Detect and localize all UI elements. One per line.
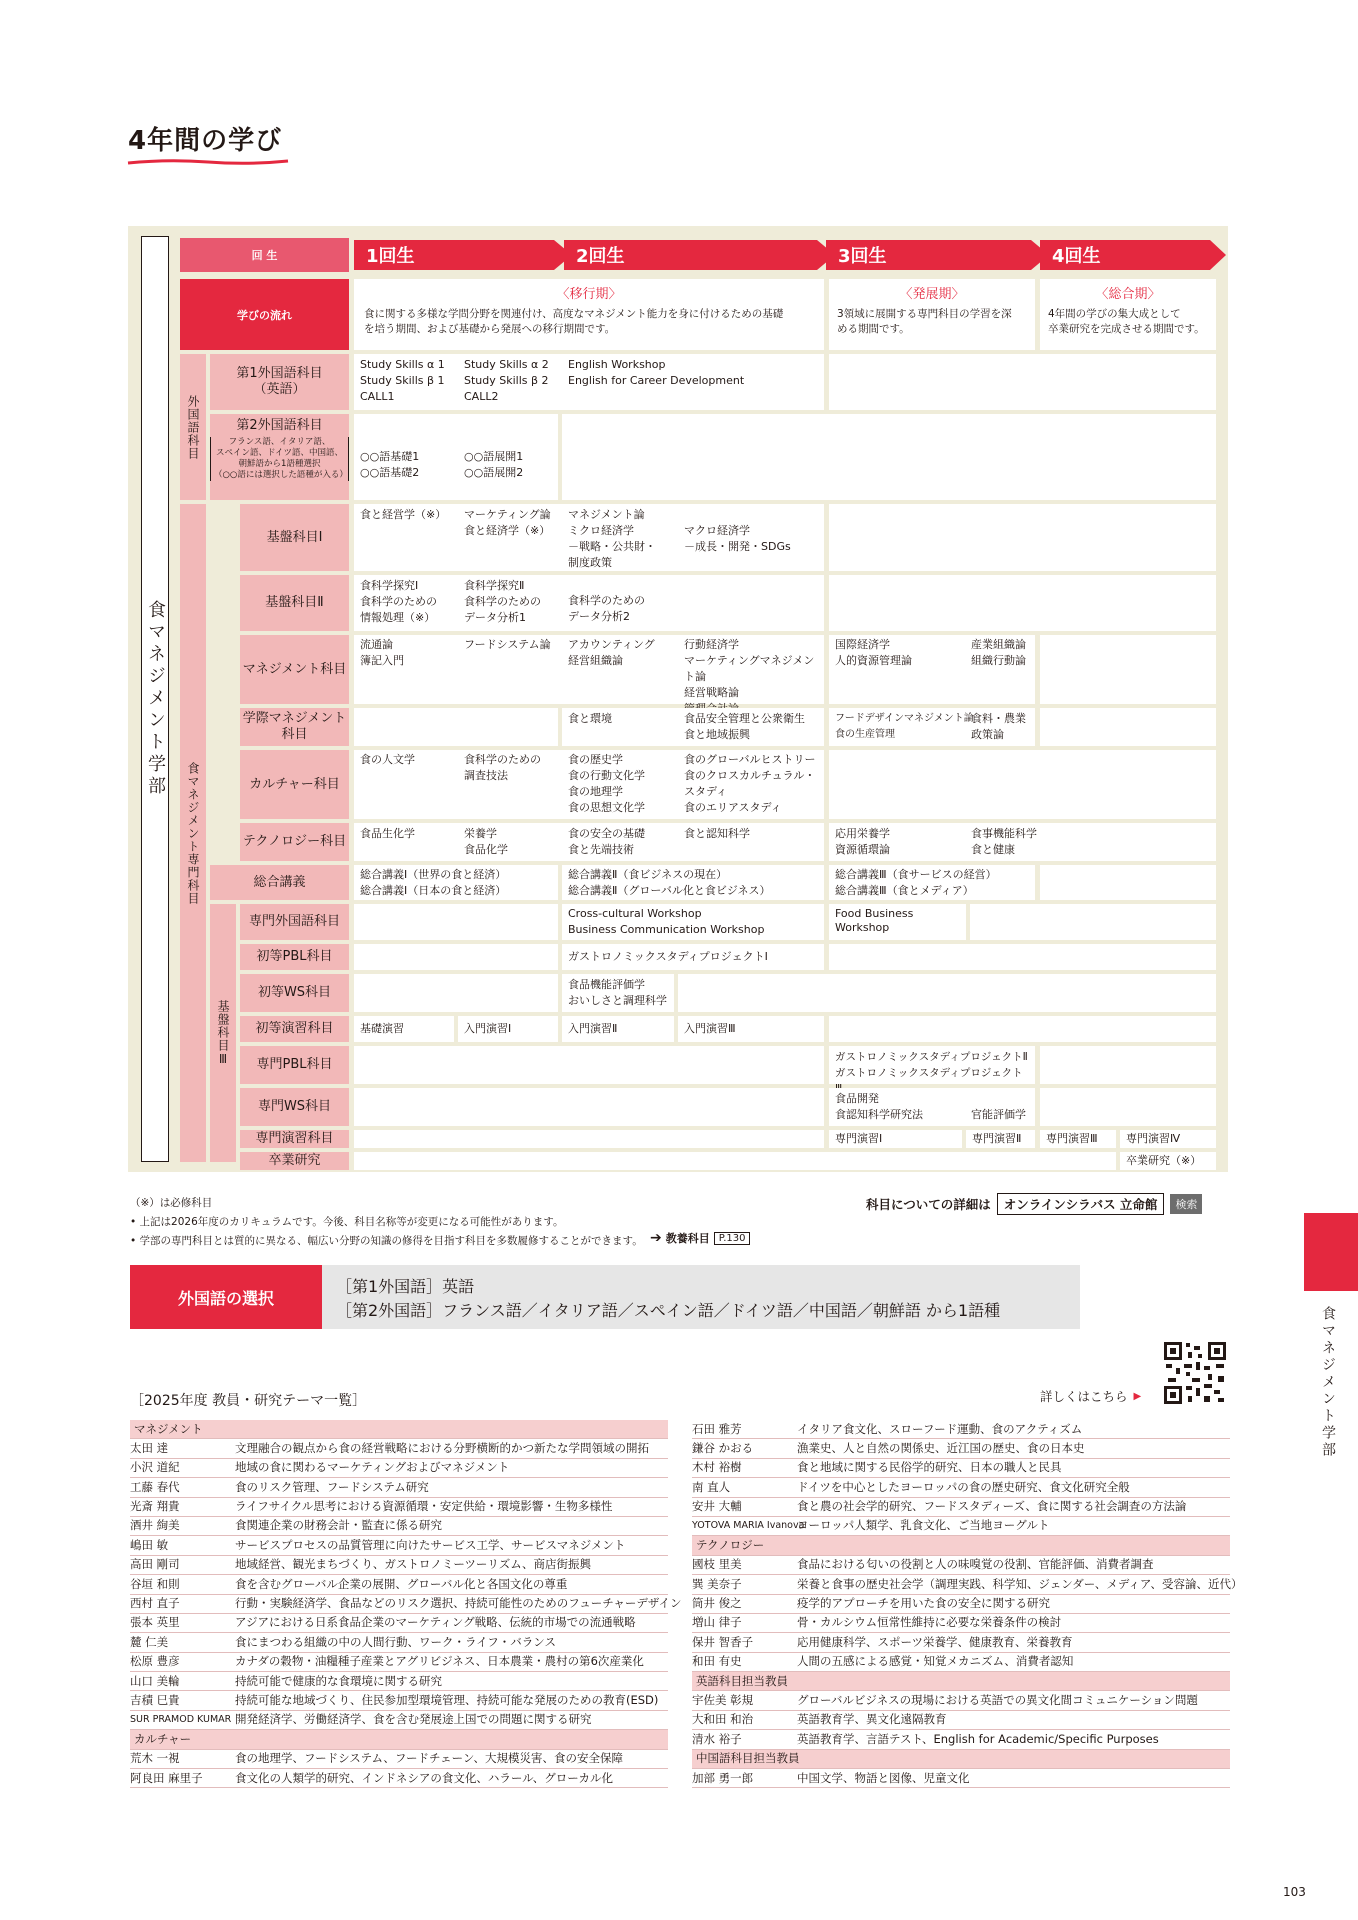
faculty-row [130, 1653, 668, 1672]
faculty-row [692, 1498, 1230, 1517]
faculty-name: 國枝 里美 [692, 1557, 742, 1572]
faculty-name: 加部 勇一郎 [692, 1770, 754, 1785]
faculty-row [130, 1614, 668, 1633]
research-theme: 漁業史、人と自然の関係史、近江国の歴史、食の日本史 [797, 1440, 1085, 1455]
year-1: 1回生 [354, 240, 554, 270]
row-specforeign-y2: Cross-cultural Workshop Business Communication Workshop [562, 904, 824, 940]
row-foreign2-y1: ○○語基礎1 ○○語基礎2 ○○語展開1 ○○語展開2 [354, 414, 558, 500]
research-theme: 人間の五感による感覚・知覚メカニズム、消費者認知 [797, 1654, 1074, 1669]
row-basic2-y34 [829, 575, 1216, 631]
row-intl-y4 [1040, 708, 1216, 746]
faculty-section-header: マネジメント [130, 1420, 668, 1439]
faculty-row [130, 1536, 668, 1555]
research-theme: カナダの穀物・油糧種子産業とアグリビジネス、日本農業・農村の第6次産業化 [235, 1654, 644, 1669]
faculty-row [130, 1633, 668, 1652]
row-mgmt-y12: 流通論 簿記入門 フードシステム論 アカウンティング 経営組織論 行動経済学 マーケティングマネジメント論 経営戦略論 [354, 635, 824, 704]
arrow-right-icon: ➔ [650, 1230, 662, 1246]
row-pbl2-y4 [1040, 1046, 1216, 1084]
research-theme: 英語教育学、異文化遠隔教育 [797, 1712, 947, 1727]
row-pbl1-y34 [829, 944, 1216, 970]
faculty-row [692, 1459, 1230, 1478]
row-culture-label: カルチャー科目 [240, 750, 349, 819]
note-2: • 学部の専門科目とは質的に異なる、幅広い分野の知識の修得を目指す科目を多数履修することができます。 [130, 1235, 643, 1247]
syllabus-search-box[interactable]: オンラインシラバス 立命館 [997, 1193, 1165, 1215]
faculty-name: YOTOVA MARIA Ivanova [692, 1520, 805, 1532]
header-label: 回 生 [180, 238, 349, 272]
row-thesis-label: 卒業研究 [240, 1152, 349, 1170]
faculty-name: SUR PRAMOD KUMAR [130, 1714, 232, 1726]
qr-code-icon[interactable] [1162, 1340, 1228, 1406]
lang-select-label: 外国語の選択 [130, 1265, 322, 1329]
row-ws1-label: 初等WS科目 [240, 974, 349, 1012]
faculty-list-left [130, 1420, 682, 1788]
row-culture-y34 [829, 750, 1216, 819]
research-theme: ライフサイクル思考における資源循環・安定供給・環境影響・生物多様性 [235, 1499, 613, 1514]
research-theme: 食と農の社会学的研究、フードスタディーズ、食に関する社会調査の方法論 [797, 1499, 1187, 1514]
title-underline [128, 158, 288, 166]
faculty-name: 南 直人 [692, 1479, 731, 1494]
row-basic2-label: 基盤科目Ⅱ [240, 575, 349, 631]
faculty-label-box [141, 236, 169, 1162]
note-1: • 上記は2026年度のカリキュラムです。今後、科目名称等が変更になる可能性があります。 [130, 1216, 564, 1228]
lang-select-line1: ［第1外国語］英語 [336, 1277, 475, 1296]
row-general-y4 [1040, 865, 1216, 900]
faculty-row [130, 1575, 668, 1594]
group-specialized: 食マネジメント専門科目 [180, 504, 206, 1162]
row-intl-y2: 食と環境 食品安全管理と公衆衛生 食と地域振興 [562, 708, 824, 746]
page-number: 103 [1283, 1885, 1306, 1899]
year-3: 3回生 [826, 240, 1031, 270]
phase-1: 〈移行期〉 食に関する多様な学問分野を関連付け、高度なマネジメント能力を身に付けるための基礎 を培う期間、および基礎から発展への移行期間です。 [354, 279, 824, 350]
row-pbl1-y1 [354, 944, 558, 970]
research-theme: 食の地理学、フードシステム、フードチェーン、大規模災害、食の安全保障 [235, 1751, 624, 1766]
research-theme: 食を含むグローバル企業の展開、グローバル化と各国文化の尊重 [235, 1576, 568, 1591]
row-foreign1-y12: Study Skills α 1 Study Skills β 1 CALL1 Study Skills α 2 Study Skills β 2 CALL2 English Workshop English for Career Development [354, 354, 824, 410]
faculty-name: 谷垣 和則 [130, 1576, 180, 1591]
research-theme: グローバルビジネスの現場における英語での異文化間コミュニケーション問題 [797, 1692, 1198, 1707]
faculty-row [130, 1439, 668, 1458]
row-sem2-c7: 専門演習Ⅲ [1040, 1130, 1116, 1148]
faculty-row [692, 1653, 1230, 1672]
side-tab [1304, 1213, 1358, 1291]
row-intl-label: 学際マネジメント科目 [240, 708, 349, 746]
faculty-name: 小沢 道紀 [130, 1460, 180, 1475]
faculty-name: 光斎 翔貴 [130, 1499, 180, 1514]
row-general-label: 総合講義 [210, 865, 349, 900]
phase-2: 〈発展期〉 3領域に展開する専門科目の学習を深 める期間です。 [829, 279, 1035, 350]
row-sem1-c1: 基礎演習 [354, 1016, 454, 1042]
faculty-name: 保井 智香子 [692, 1634, 754, 1649]
research-theme: 骨・カルシウム恒常性維持に必要な栄養条件の検討 [797, 1615, 1062, 1630]
faculty-row [692, 1575, 1243, 1594]
faculty-section-header: カルチャー [130, 1730, 668, 1749]
row-intl-y3: フードデザインマネジメント論 食の生産管理 食料・農業 政策論 [829, 708, 1035, 746]
faculty-row [130, 1478, 668, 1497]
faculty-row [130, 1459, 668, 1478]
more-link[interactable] [1040, 1387, 1141, 1405]
row-general-y2: 総合講義Ⅱ（食ビジネスの現在） 総合講義Ⅱ（グローバル化と食ビジネス） [562, 865, 824, 900]
triangle-right-icon: ▶ [1133, 1390, 1142, 1402]
row-basic1-y34 [829, 504, 1216, 571]
faculty-name: 阿良田 麻里子 [130, 1770, 203, 1785]
row-ws2-y3: 食品開発 食認知科学研究法 官能評価学 [829, 1088, 1035, 1126]
faculty-row [692, 1420, 1230, 1439]
research-theme: 食関連企業の財務会計・監査に係る研究 [235, 1518, 442, 1533]
faculty-name: 宇佐美 彰規 [692, 1692, 754, 1707]
research-theme: 食と地域に関する民俗学的研究、日本の職人と民具 [797, 1460, 1062, 1475]
row-specforeign-y3: Food Business Workshop [829, 904, 966, 940]
faculty-name: 酒井 絢美 [130, 1518, 180, 1533]
faculty-row [130, 1595, 682, 1614]
research-theme: イタリア食文化、スローフード運動、食のアクティズム [797, 1421, 1083, 1436]
syllabus-prefix: 科目についての詳細は [866, 1197, 991, 1212]
lang-select-line2: ［第2外国語］フランス語／イタリア語／スペイン語／ドイツ語／中国語／朝鮮語 から1語種 [336, 1301, 1001, 1320]
row-sem1-label: 初等演習科目 [240, 1016, 349, 1042]
row-pbl2-y12 [354, 1046, 824, 1084]
faculty-name: 山口 美輪 [130, 1673, 180, 1688]
year-2: 2回生 [564, 240, 817, 270]
faculty-row [130, 1711, 668, 1730]
faculty-name: 高田 剛司 [130, 1557, 180, 1572]
faculty-row [692, 1711, 1230, 1730]
faculty-row [130, 1691, 668, 1710]
faculty-row [130, 1672, 668, 1691]
faculty-name: 木村 裕樹 [692, 1460, 742, 1475]
research-theme: 食のリスク管理、フードシステム研究 [235, 1479, 429, 1494]
faculty-name: 麓 仁美 [130, 1634, 169, 1649]
row-ws2-label: 専門WS科目 [240, 1088, 349, 1126]
faculty-name: 巽 美奈子 [692, 1576, 742, 1591]
research-theme: アジアにおける日系食品企業のマーケティング戦略、伝統的市場での流通戦略 [235, 1615, 636, 1630]
syllabus-search[interactable] [866, 1193, 1202, 1215]
research-theme: 食文化の人類学的研究、インドネシアの食文化、ハラール、グローカル化 [235, 1770, 614, 1785]
faculty-row [130, 1517, 668, 1536]
faculty-name: 清水 裕子 [692, 1731, 742, 1746]
faculty-name: 松原 豊彦 [130, 1654, 180, 1669]
faculty-row [692, 1556, 1230, 1575]
kyoyo-link[interactable] [650, 1230, 750, 1246]
faculty-section-header: 英語科目担当教員 [692, 1672, 1230, 1691]
faculty-name: 大和田 和治 [692, 1712, 754, 1727]
row-specforeign-y1 [354, 904, 558, 940]
research-theme: 地域経営、観光まちづくり、ガストロノミーツーリズム、商店街振興 [235, 1557, 592, 1572]
row-tech-y12: 食品生化学 栄養学 食品化学 食の安全の基礎 食と先端技術 食と認知科学 [354, 823, 824, 861]
faculty-row [692, 1614, 1230, 1633]
row-sem1-y34 [829, 1016, 1216, 1042]
faculty-name: 筒井 俊之 [692, 1596, 742, 1611]
note-required: （※）は必修科目 [130, 1197, 213, 1209]
research-theme: 応用健康科学、スポーツ栄養学、健康教育、栄養教育 [797, 1634, 1073, 1649]
row-sem2-label: 専門演習科目 [240, 1130, 349, 1148]
faculty-name: 吉積 巳貴 [130, 1692, 180, 1707]
row-intl-y1 [354, 708, 558, 746]
row-foreign1-label: 第1外国語科目 （英語） [210, 354, 349, 410]
curriculum-table [128, 226, 1228, 1172]
flow-label: 学びの流れ [180, 279, 349, 350]
faculty-row [692, 1439, 1230, 1458]
faculty-name: 張本 英里 [130, 1615, 180, 1630]
year-4: 4回生 [1040, 240, 1210, 270]
kyoyo-link-page: P.130 [714, 1232, 751, 1245]
row-foreign2-label: 第2外国語科目 フランス語、イタリア語、 スペイン語、ドイツ語、中国語、 朝鮮語から1語種選択 （○○語には選択した語種が入る） [210, 414, 349, 500]
side-label: 食マネジメント学部 [1320, 1306, 1336, 1459]
row-sem1-c2: 入門演習Ⅰ [458, 1016, 558, 1042]
faculty-row [130, 1769, 668, 1788]
phase-3: 〈総合期〉 4年間の学びの集大成として 卒業研究を完成させる期間です。 [1040, 279, 1216, 350]
research-theme: 文理融合の観点から食の経営戦略における分野横断的かつ新たな学問領域の開拓 [235, 1440, 649, 1455]
research-theme: 食にまつわる組織の中の人間行動、ワーク・ライフ・バランス [235, 1634, 556, 1649]
row-ws2-y4 [1040, 1088, 1216, 1126]
faculty-row [692, 1691, 1230, 1710]
research-theme: 地域の食に関わるマーケティングおよびマネジメント [235, 1460, 510, 1475]
row-basic2-y12: 食科学探究Ⅰ 食科学のための 情報処理（※） 食科学探究Ⅱ 食科学のための データ分析1 食科学のための データ分析2 [354, 575, 824, 631]
row-general-y3: 総合講義Ⅲ（食サービスの経営） 総合講義Ⅲ（食とメディア） [829, 865, 1035, 900]
row-mgmt-y3: 国際経済学 人的資源管理論 産業組織論 組織行動論 [829, 635, 1035, 704]
row-pbl2-label: 専門PBL科目 [240, 1046, 349, 1084]
row-mgmt-y4 [1040, 635, 1216, 704]
research-theme: 栄養と食事の歴史社会学（調理実践、科学知、ジェンダー、メディア、受容論、近代） [797, 1576, 1243, 1591]
faculty-name: 鎌谷 かおる [692, 1440, 754, 1455]
row-tech-label: テクノロジー科目 [240, 823, 349, 861]
faculty-row [692, 1633, 1230, 1652]
row-pbl2-y3: ガストロノミックスタディプロジェクトⅡ ガストロノミックスタディプロジェクト [829, 1046, 1035, 1084]
faculty-row [130, 1498, 668, 1517]
research-theme: 英語教育学、言語テスト、English for Academic/Specific Purposes [797, 1731, 1159, 1746]
faculty-name: 荒木 一視 [130, 1751, 180, 1766]
faculty-section-header: 中国語科目担当教員 [692, 1750, 1230, 1769]
row-foreign2-y234 [562, 414, 1216, 500]
faculty-name: 太田 達 [130, 1440, 169, 1455]
row-basic1-y12: 食と経営学（※） マーケティング論 食と経済学（※） マネジメント論 ミクロ経済学 －戦略・公共財・ 制度政策 マクロ経済学 －成長・開発・SDGs [354, 504, 824, 571]
research-theme: 行動・実験経済学、食品などのリスク選択、持続可能性のためのフューチャーデザイン [235, 1596, 682, 1611]
faculty-row [130, 1750, 668, 1769]
row-sem2-y12 [354, 1130, 824, 1148]
research-theme: ヨーロッパ人類学、乳食文化、ご当地ヨーグルト [797, 1518, 1050, 1533]
row-pbl1-label: 初等PBL科目 [240, 944, 349, 970]
faculty-name: 和田 有史 [692, 1654, 742, 1669]
research-theme: サービスプロセスの品質管理に向けたサービス工学、サービスマネジメント [235, 1537, 626, 1552]
research-theme: 持続可能な地域づくり、住民参加型環境管理、持続可能な発展のための教育(ESD) [235, 1692, 659, 1707]
row-sem2-c8: 専門演習Ⅳ [1120, 1130, 1216, 1148]
faculty-list-right [692, 1420, 1243, 1788]
faculty-name: 西村 直子 [130, 1596, 180, 1611]
row-ws1-y234 [678, 974, 1216, 1012]
faculty-section-header: テクノロジー [692, 1536, 1230, 1555]
faculty-row [692, 1730, 1230, 1749]
row-ws1-y1 [354, 974, 558, 1012]
search-button[interactable]: 検索 [1170, 1194, 1202, 1214]
row-specforeign-y34 [970, 904, 1216, 940]
faculty-row [692, 1769, 1230, 1788]
faculty-row [130, 1556, 668, 1575]
row-foreign1-y34 [829, 354, 1216, 410]
faculty-label: 食マネジメント学部 [145, 600, 166, 798]
row-mgmt-label: マネジメント科目 [240, 635, 349, 704]
row-thesis-c8: 卒業研究（※） [1120, 1152, 1216, 1170]
research-theme: 疫学的アプローチを用いた食の安全に関する研究 [797, 1596, 1050, 1611]
research-theme: 開発経済学、労働経済学、食を含む発展途上国での問題に関する研究 [235, 1712, 592, 1727]
row-sem2-c5: 専門演習Ⅰ [829, 1130, 962, 1148]
faculty-row [692, 1478, 1230, 1497]
row-sem1-c4: 入門演習Ⅲ [678, 1016, 824, 1042]
faculty-name: 嶋田 敏 [130, 1537, 169, 1552]
faculty-row [692, 1517, 1230, 1536]
row-basic1-label: 基盤科目Ⅰ [240, 504, 349, 571]
more-link-label: 詳しくはこちら [1040, 1389, 1128, 1404]
group-basic3: 基盤科目Ⅲ [210, 904, 236, 1162]
faculty-name: 増山 律子 [692, 1615, 742, 1630]
row-ws2-y12 [354, 1088, 824, 1126]
row-sem2-c6: 専門演習Ⅱ [966, 1130, 1035, 1148]
row-ws1-y2a: 食品機能評価学 おいしさと調理科学 [562, 974, 674, 1012]
research-theme: ドイツを中心としたヨーロッパの食の歴史研究、食文化研究全般 [797, 1479, 1130, 1494]
row-culture-y12: 食の人文学 食科学のための 調査技法 食の歴史学 食の行動文化学 食の地理学 食の思想文化学 食のグローバルヒストリー 食のクロスカルチュラル・スタディ 食のエリアスタディ [354, 750, 824, 819]
research-theme: 中国文学、物語と図像、児童文化 [797, 1770, 970, 1785]
faculty-name: 工藤 春代 [130, 1479, 180, 1494]
group-foreign: 外国語科目 [180, 354, 206, 500]
row-pbl1-y2: ガストロノミックスタディプロジェクトⅠ [562, 944, 824, 970]
faculty-name: 安井 大輔 [692, 1499, 742, 1514]
row-tech-y34: 応用栄養学 資源循環論 食事機能科学 食と健康 [829, 823, 1216, 861]
research-theme: 持続可能で健康的な食環境に関する研究 [235, 1673, 442, 1688]
faculty-row [692, 1595, 1230, 1614]
faculty-name: 石田 雅芳 [692, 1421, 742, 1436]
research-theme: 食品における匂いの役割と人の味嗅覚の役割、官能評価、消費者調査 [797, 1557, 1154, 1572]
row-sem1-c3: 入門演習Ⅱ [562, 1016, 674, 1042]
page-title: 4年間の学び [128, 126, 283, 156]
row-thesis-y123 [354, 1152, 1116, 1170]
row-general-y1: 総合講義Ⅰ（世界の食と経済） 総合講義Ⅰ（日本の食と経済） [354, 865, 558, 900]
faculty-list-title: ［2025年度 教員・研究テーマ一覧］ [130, 1393, 367, 1409]
row-specforeign-label: 専門外国語科目 [240, 904, 349, 940]
kyoyo-link-label: 教養科目 [665, 1232, 710, 1245]
